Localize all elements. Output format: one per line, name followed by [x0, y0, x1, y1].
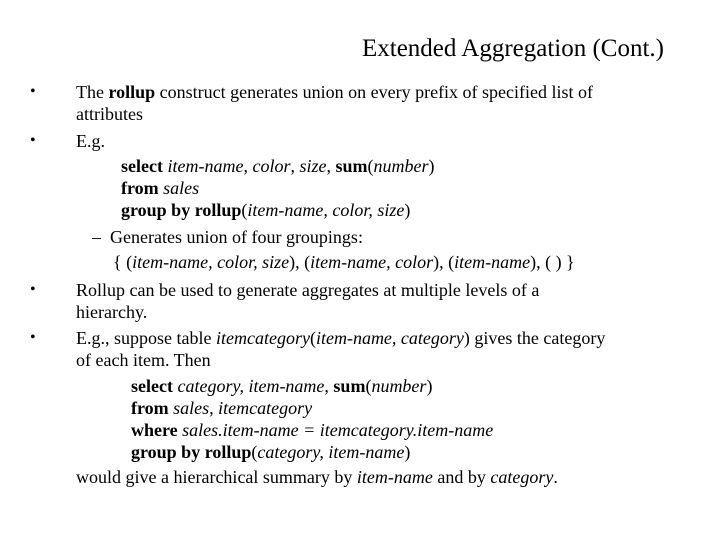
bullet-marker: • — [30, 281, 36, 298]
query-1-select — [121, 155, 434, 177]
relation: sales — [163, 178, 200, 198]
bullet-marker: • — [30, 83, 36, 100]
bullet-1-line-1 — [76, 81, 593, 103]
relation-list: sales, itemcategory — [173, 398, 313, 418]
query-1-from — [121, 177, 199, 199]
keyword-group-by-rollup: group by rollup — [121, 200, 242, 220]
text: ( — [367, 156, 374, 176]
text: ) — [426, 376, 433, 396]
text: ), ( — [433, 252, 455, 272]
keyword-rollup: rollup — [108, 82, 156, 102]
attr-list: item-name, color — [310, 252, 434, 272]
query-2-from — [131, 397, 312, 419]
text: , — [326, 156, 336, 176]
query-2-where — [131, 419, 493, 441]
keyword-sum: sum — [335, 156, 368, 176]
text: , — [290, 156, 300, 176]
sub-bullet-line-1: Generates union of four groupings: — [110, 227, 363, 247]
text: ) — [428, 156, 435, 176]
summary-line — [76, 466, 558, 488]
keyword-select: select — [131, 376, 178, 396]
text: { ( — [113, 252, 133, 272]
attr: number — [371, 376, 427, 396]
bullet-4-line-1 — [76, 327, 605, 349]
bullet-marker: • — [30, 132, 36, 149]
text: ), ( — [289, 252, 311, 272]
text: ( — [241, 200, 248, 220]
attr-list: category, item-name — [257, 442, 405, 462]
text: , — [324, 376, 334, 396]
join-condition: sales.item-name = itemcategory.item-name — [182, 420, 494, 440]
text: ) — [404, 442, 411, 462]
text: ( — [365, 376, 372, 396]
bullet-3-line-1: Rollup can be used to generate aggregates at multiple levels of a — [76, 280, 540, 300]
attr: item-name — [356, 467, 433, 487]
keyword-from: from — [131, 398, 174, 418]
keyword-select: select — [121, 156, 168, 176]
slide-title: Extended Aggregation (Cont.) — [361, 35, 664, 62]
query-1-group-by — [121, 199, 410, 221]
bullet-2-line-1: E.g. — [76, 131, 105, 151]
attr-list: item-name, category — [315, 328, 464, 348]
keyword-from: from — [121, 178, 164, 198]
text: ( — [251, 442, 258, 462]
text: E.g., suppose table — [76, 328, 216, 348]
text: ), ( ) } — [530, 252, 575, 272]
text: and by — [432, 467, 491, 487]
attr: item-name — [167, 156, 244, 176]
groupings-line — [113, 251, 575, 273]
attr: size — [299, 156, 327, 176]
attr: color — [252, 156, 291, 176]
query-2-group-by — [131, 441, 410, 463]
attr: number — [373, 156, 429, 176]
bullet-marker: • — [30, 329, 36, 346]
text: construct generates union on every prefix of specified list of — [155, 82, 594, 102]
text: would give a hierarchical summary by — [76, 467, 357, 487]
table-name: itemcategory — [215, 328, 310, 348]
query-2-select — [131, 375, 432, 397]
bullet-4-line-2: of each item. Then — [76, 350, 211, 370]
attr-list: item-name, color, size — [132, 252, 290, 272]
text: The — [76, 82, 109, 102]
attr: category — [490, 467, 554, 487]
dash-marker: – — [92, 227, 101, 247]
text: . — [553, 467, 558, 487]
attr-list: item-name, color, size — [247, 200, 405, 220]
keyword-sum: sum — [333, 376, 366, 396]
bullet-3-line-2: hierarchy. — [76, 302, 148, 322]
attr-list: item-name — [454, 252, 531, 272]
text: ( — [309, 328, 316, 348]
text: ) gives the category — [463, 328, 606, 348]
bullet-1-line-2: attributes — [76, 104, 143, 124]
text: ) — [404, 200, 411, 220]
attr-list: category, item-name — [177, 376, 325, 396]
keyword-where: where — [131, 420, 183, 440]
keyword-group-by-rollup: group by rollup — [131, 442, 252, 462]
text: , — [243, 156, 253, 176]
